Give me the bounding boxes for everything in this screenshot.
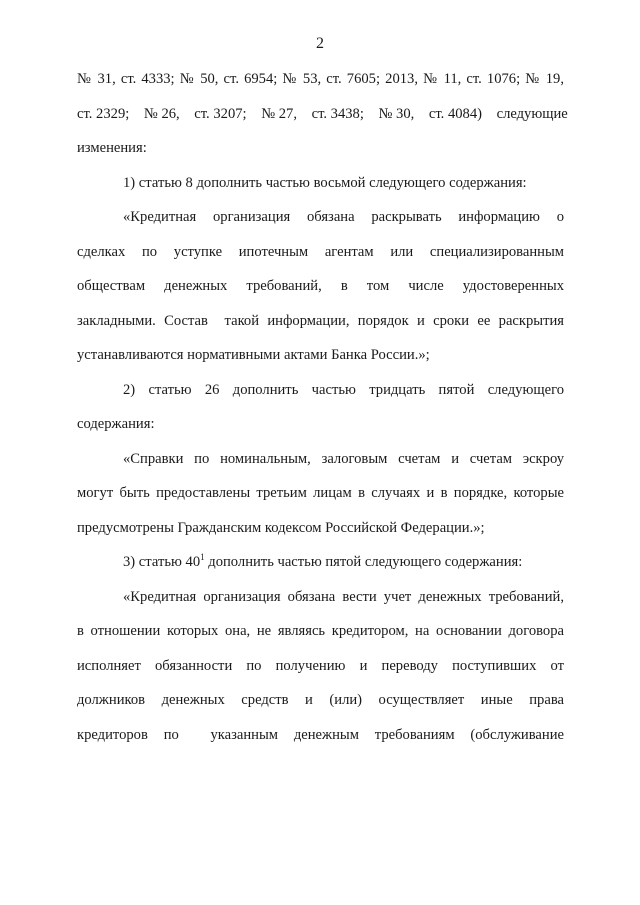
text-line: «Справки по номинальным, залоговым счетам и счетам эскроу bbox=[123, 450, 564, 467]
text-line: 1) статью 8 дополнить частью восьмой следующего содержания: bbox=[123, 174, 527, 191]
paragraph-item-2 bbox=[77, 373, 564, 442]
paragraph-item-3 bbox=[77, 545, 564, 580]
text-line: обществам денежных требований, в том числе удостоверенных bbox=[77, 278, 564, 294]
text-line: сделках по уступке ипотечным агентам или специализированным bbox=[77, 243, 564, 260]
text-line: предусмотрены Гражданским кодексом Российской Федерации.»; bbox=[77, 519, 485, 536]
paragraph-quote-1 bbox=[77, 200, 564, 373]
text-line: «Кредитная организация обязана раскрывать информацию о bbox=[123, 209, 564, 225]
text-line: закладными. Состав такой информации, порядок и сроки ее раскрытия bbox=[77, 312, 564, 329]
text-line: могут быть предоставлены третьим лицам в случаях и в порядке, которые bbox=[77, 485, 564, 501]
paragraph-quote-2 bbox=[77, 442, 564, 546]
text-line bbox=[77, 545, 564, 580]
page-number: 2 bbox=[316, 35, 324, 52]
text-line: ст. 2329; № 26, ст. 3207; № 27, ст. 3438; № 30, ст. 4084) следующие bbox=[77, 105, 568, 122]
text-line: 2) статью 26 дополнить частью тридцать пятой следующего bbox=[123, 381, 564, 398]
text-line: устанавливаются нормативными актами Банка России.»; bbox=[77, 347, 430, 363]
text-line: изменения: bbox=[77, 140, 147, 156]
document-body bbox=[77, 62, 568, 752]
text-line: должников денежных средств и (или) осуществляет иные права bbox=[77, 692, 564, 708]
item-3-text-after: дополнить частью пятой следующего содержания: bbox=[204, 554, 523, 570]
text-line: исполняет обязанности по получению и переводу поступивших от bbox=[77, 657, 564, 674]
text-line: № 31, ст. 4333; № 50, ст. 6954; № 53, ст. 7605; 2013, № 11, ст. 1076; № 19, bbox=[77, 71, 564, 87]
item-3-text-before: 3) статью 40 bbox=[123, 554, 201, 570]
paragraph-quote-3 bbox=[77, 580, 564, 753]
text-line: в отношении которых она, не являясь кредитором, на основании договора bbox=[77, 623, 564, 639]
text-line: содержания: bbox=[77, 416, 155, 432]
paragraph-law-references bbox=[77, 62, 568, 166]
paragraph-item-1 bbox=[77, 166, 564, 201]
superscript: 1 bbox=[200, 552, 205, 563]
text-line: «Кредитная организация обязана вести учет денежных требований, bbox=[123, 588, 564, 605]
text-line: кредиторов по указанным денежным требованиям (обслуживание bbox=[77, 726, 564, 743]
